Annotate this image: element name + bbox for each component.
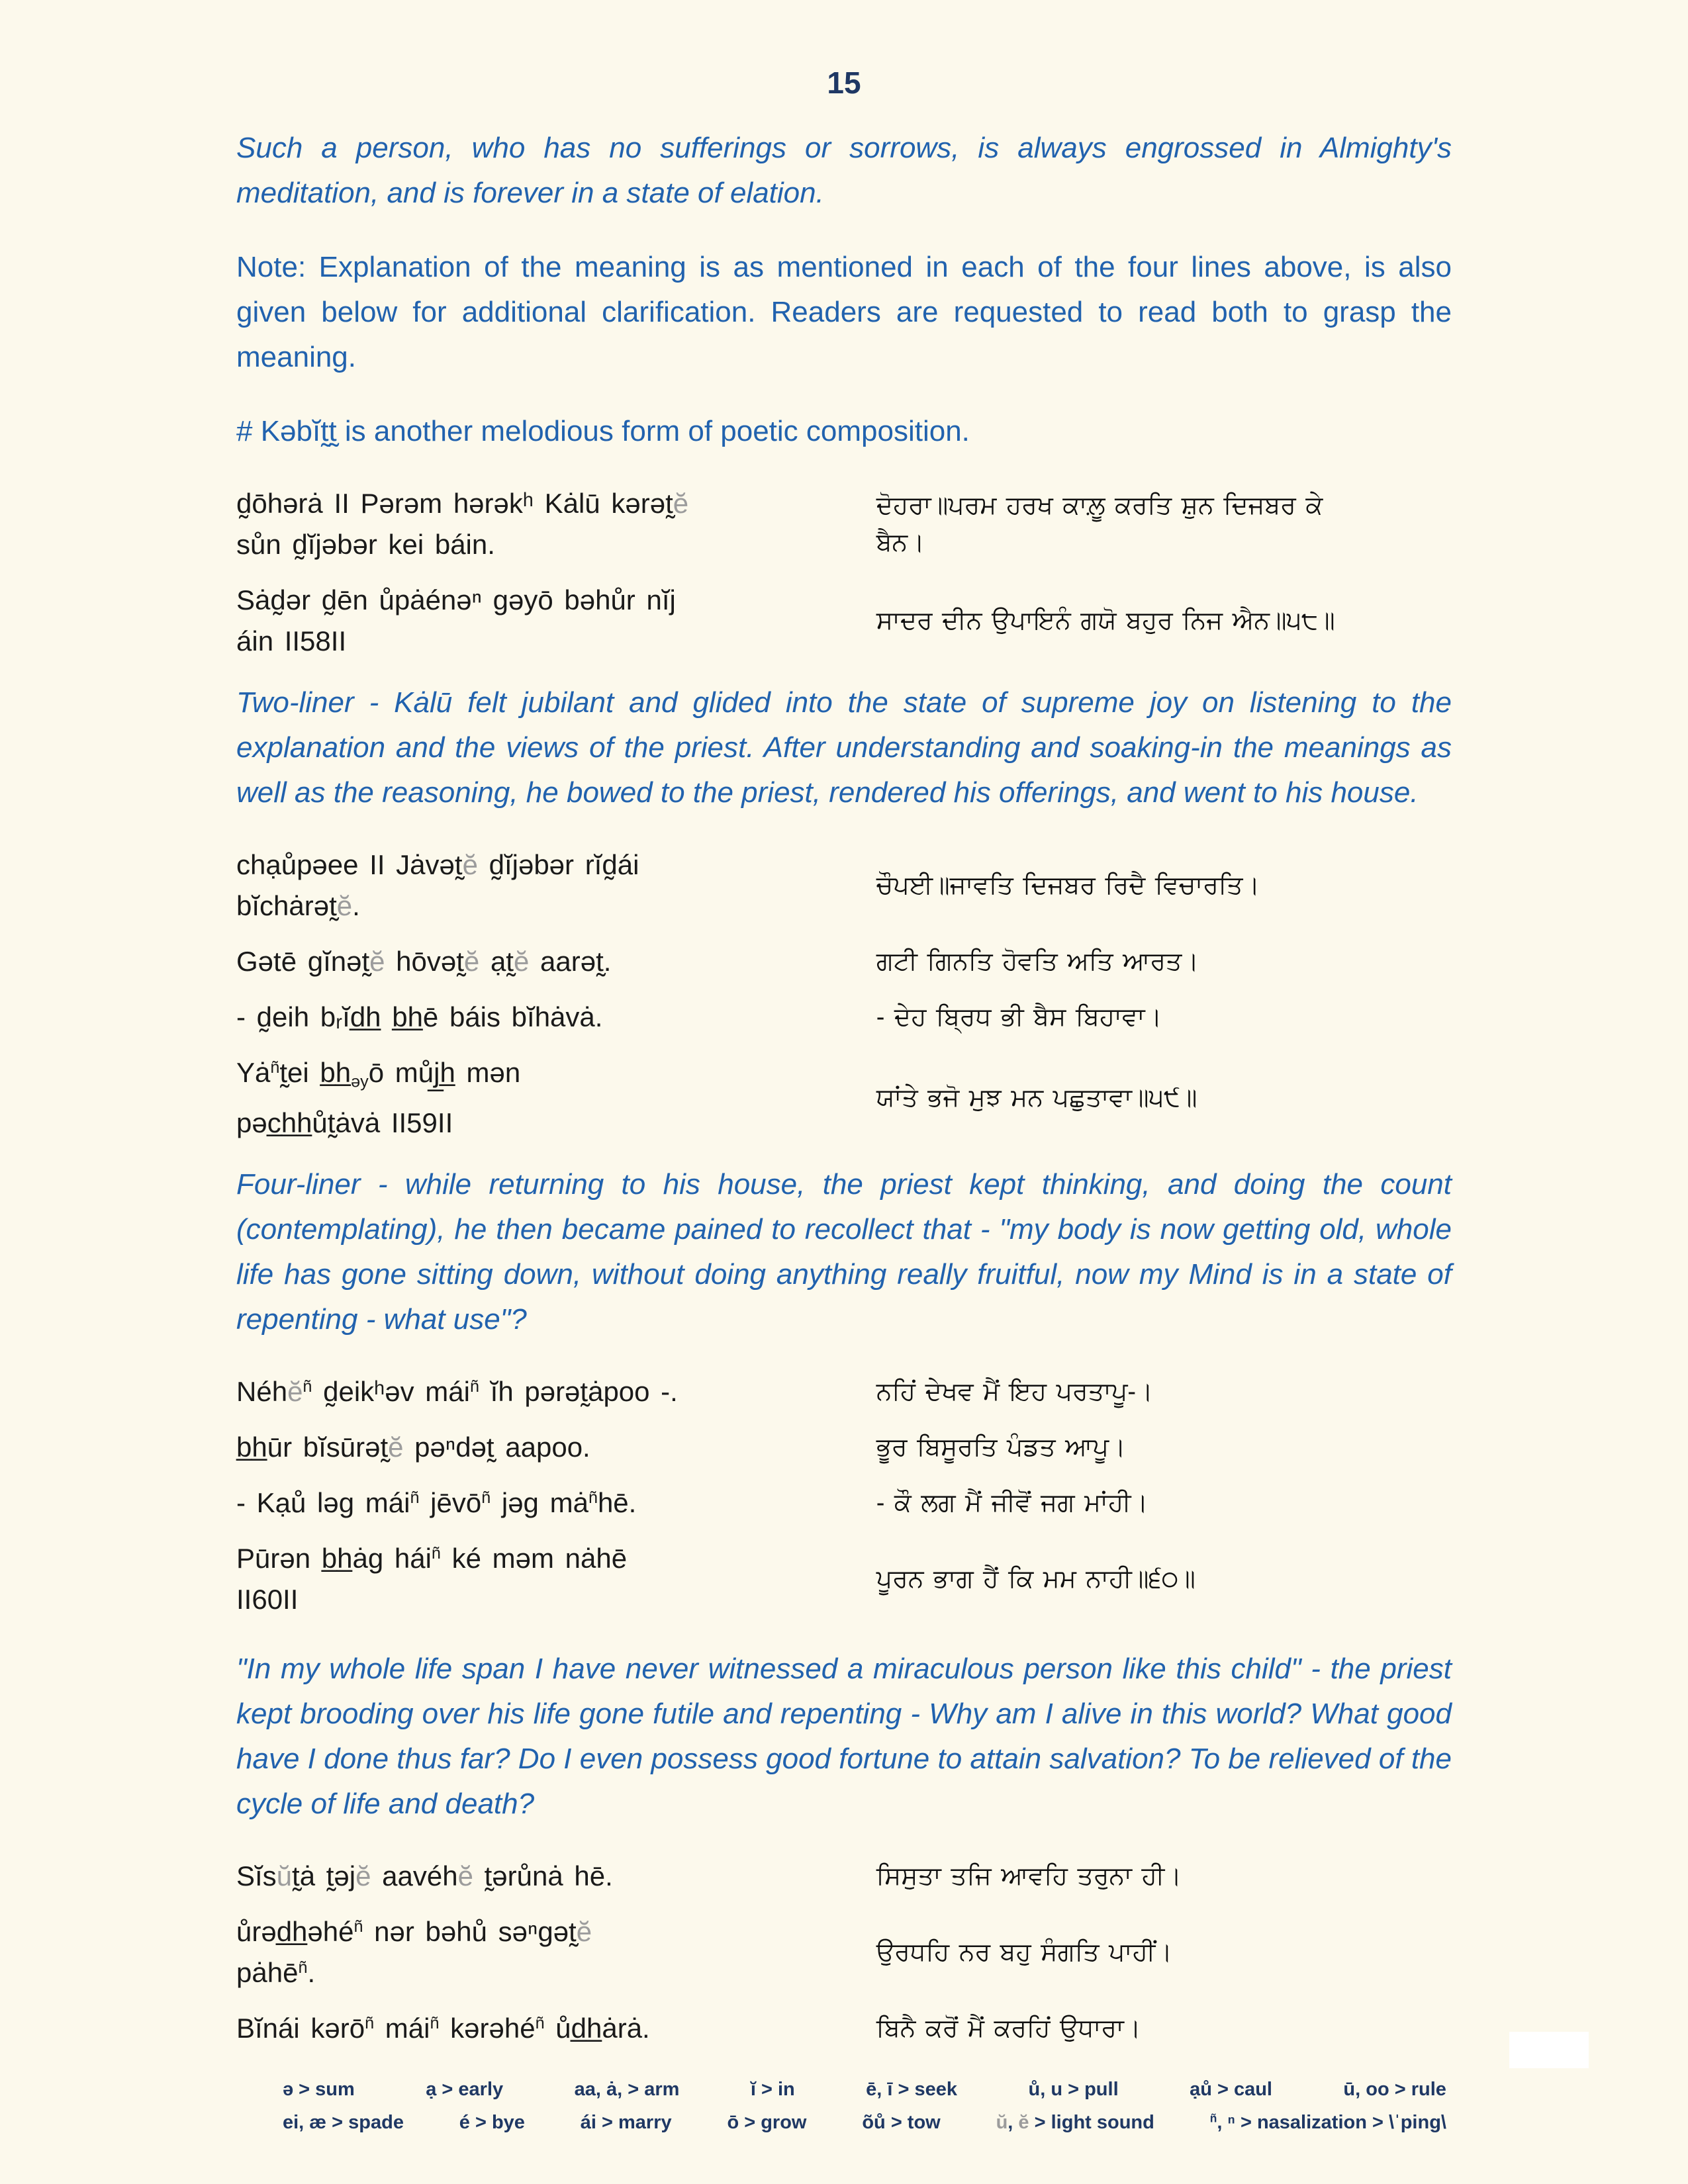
gurmukhi-cell [868,580,1452,662]
transliteration-cell [236,997,868,1038]
verse-row [236,2008,1452,2049]
gurmukhi-line: ਚੌਪਈ॥ਜਾਵਤਿ ਦਿਜਬਰ ਰਿਦੈ ਵਿਚਾਰਤਿ। [876,872,1260,899]
gurmukhi-line: ਸਿਸੁਤਾ ਤਜਿ ਆਵਹਿ ਤਰੁਨਾ ਹੀ। [876,1862,1182,1890]
legend-row-1 [283,2078,1446,2101]
transliteration-line: Sȧd̰ər d̰ēn ůpȧénəⁿ gəyō bəhůr nĭj [236,584,676,615]
gurmukhi-line: ਨਹਿਂ ਦੇਖਵ ਮੈਂ ਇਹ ਪਰਤਾਪੂ-। [876,1377,1153,1406]
gurmukhi-cell [868,1911,1452,1993]
verse-row [236,1482,1452,1524]
legend-item: ů, u > pull [1028,2078,1119,2100]
transliteration-cell [236,844,868,927]
verse-block-dohera-58 [236,483,1452,662]
verse-block-60 [236,1371,1452,1620]
transliteration-cell [236,941,868,982]
legend-item: ĭ > in [750,2078,795,2100]
gurmukhi-cell [868,1856,1452,1897]
legend-item: ạ > early [426,2078,504,2100]
verse-row [236,1371,1452,1412]
verse-row [236,1538,1452,1620]
legend-item: ō > grow [727,2111,807,2133]
verse-row [236,580,1452,662]
legend-row-2 [283,2111,1446,2134]
gurmukhi-line: ਬੈਨ। [876,529,925,557]
transliteration-line: - d̰eih bᵣĭd̲h̲ b̲h̲ē báis bĭhȧvȧ. [236,1001,603,1032]
transliteration-cell [236,1911,868,1993]
verse-block-chaupaee-59 [236,844,1452,1144]
verse-row [236,1911,1452,1993]
page-number: 15 [827,66,861,100]
transliteration-line: Néhĕ$^{ñ}$ d̰eikʰəv mái$^{ñ}$ ĭh pərət̰ȧpoo -. [236,1375,678,1407]
transliteration-line: b̲h̲ūr bĭsūrət̰ĕ pəⁿdət̰ aapoo. [236,1431,590,1463]
legend-item: õů > tow [862,2111,941,2133]
gurmukhi-cell [868,1052,1452,1144]
gurmukhi-line: - ਕੌ ਲਗ ਮੈਂ ਜੀਵੋਂ ਜਗ ਮਾਂਹੀ। [876,1488,1149,1517]
gurmukhi-line: ਪੂਰਨ ਭਾਗ ਹੈਂ ਕਿ ਮਮ ਨਾਹੀ॥੬੦॥ [876,1565,1196,1593]
four-liner-translation: Four-liner - while returning to his house, the priest kept thinking, and doing the count (contemplating), he then became pained to recollect that - "my body is now getting old, whole life has gone sitting down, without doing anything really fruitful, now my Mind is in a state of repenting - what use"? [236,1167,1452,1336]
transliteration-line: sůn d̰ĭjəbər kei báin. [236,529,495,560]
transliteration-line: - Kạů ləg mái$^{ñ}$ jēvō$^{ñ}$ jəg $mȧ^{ñ}hē$. [236,1486,637,1518]
legend-item: aa, ȧ, > arm [574,2078,680,2100]
gurmukhi-cell [868,1482,1452,1524]
gurmukhi-line: ਸਾਦਰ ਦੀਨ ਉਪਾਇਨੰ ਗਯੋ ਬਹੁਰ ਨਿਜ ਐਨ॥੫੮॥ [876,607,1335,635]
gurmukhi-cell [868,1371,1452,1412]
quote-translation: "In my whole life span I have never witnessed a miraculous person like this child" - the priest kept brooding over his life gone futile and repenting - Why am I alive in this world? What good have I done thus far? Do I even possess good fortune to attain salvation? To be relieved of the cycle of life and death? [236,1652,1452,1820]
transliteration-cell [236,1371,868,1412]
gurmukhi-line: ਭੂਰ ਬਿਸੂਰਤਿ ਪੰਡਤ ਆਪੂ। [876,1433,1126,1461]
verse-block-61 [236,1856,1452,2049]
transliteration-line: bĭchȧrət̰ĕ. [236,890,360,921]
transliteration-line: Sĭsŭt̰ȧ t̰əjĕ aavéhĕ t̰ərůnȧ hē. [236,1860,613,1891]
correction-patch [1509,2032,1589,2068]
transliteration-cell [236,1856,868,1897]
pronunciation-legend [236,2078,1452,2134]
verse-row [236,997,1452,1038]
gurmukhi-line: ਯਾਂਤੇ ਭਜੋ ਮੁਝ ਮਨ ਪਛੁਤਾਵਾ॥੫੯॥ [876,1083,1197,1112]
transliteration-line: Gətē gĭnət̰ĕ hōvət̰ĕ ạt̰ĕ aarət̰. [236,946,612,977]
transliteration-line: pȧhē$^{ñ}$. [236,1956,316,1988]
gurmukhi-line: ਉਰਧਹਿ ਨਰ ਬਹੁ ਸੰਗਤਿ ਪਾਹੀਂ। [876,1938,1172,1966]
verse-row [236,844,1452,927]
gurmukhi-cell [868,844,1452,927]
verse-row [236,1427,1452,1468]
transliteration-cell [236,1427,868,1468]
verse-row [236,1856,1452,1897]
legend-item: ə > sum [283,2078,355,2100]
transliteration-line: Pūrən b̲h̲ȧg hái$^{ñ}$ ké məm nȧhē [236,1542,628,1574]
gurmukhi-cell [868,483,1452,565]
legend-item: ạů > caul [1190,2078,1272,2100]
verse-row [236,1052,1452,1144]
note-paragraph: Note: Explanation of the meaning is as mentioned in each of the four lines above, is also given below for additional clarification. Readers are requested to read both to grasp the meaning. [236,251,1452,373]
transliteration-cell [236,580,868,662]
transliteration-cell [236,483,868,565]
gurmukhi-line: ਬਿਨੈ ਕਰੋਂ ਮੈਂ ਕਰਹਿਂ ਉਧਾਰਾ। [876,2014,1141,2042]
transliteration-line: pəc̲h̲h̲ůt̰ȧvȧ II59II [236,1107,453,1138]
transliteration-line: ůrəd̲h̲əhé$^{ñ}$ nər bəhů səⁿgət̰ĕ [236,1915,592,1947]
transliteration-line: $Yȧ^{ñ}t̰ei$ $b̲h̲_{əy}ō$ můj̲h̲ mən [236,1057,521,1091]
transliteration-cell [236,1482,868,1524]
gurmukhi-cell [868,1538,1452,1620]
transliteration-cell [236,2008,868,2049]
legend-item: é > bye [459,2111,525,2133]
gurmukhi-cell [868,2008,1452,2049]
legend-item: ŭ, ĕ > light sound [996,2111,1154,2133]
legend-item: $^{ñ}$, ⁿ > nasalization > \ˈping\ [1209,2111,1446,2133]
legend-item: ē, ī > seek [866,2078,958,2100]
legend-item: ū, oo > rule [1343,2078,1446,2100]
transliteration-line: II60II [236,1583,299,1615]
gurmukhi-line: ਦੋਹਰਾ॥ਪਰਮ ਹਰਖ ਕਾਲ਼ੂ ਕਰਤਿ ਸ਼ੁਨ ਦਿਜਬਰ ਕੇ [876,492,1323,520]
transliteration-line: áin II58II [236,625,347,657]
two-liner-translation: Two-liner - Kȧlū felt jubilant and glided into the state of supreme joy on listening to the explanation and the views of the priest. After understanding and soaking-in the meanings as well as the reasoning, he bowed to the priest, rendered his offerings, and went to his house. [236,686,1452,809]
legend-item: ái > marry [580,2111,672,2133]
transliteration-cell [236,1052,868,1144]
transliteration-line: chạůpəee II Jȧvət̰ĕ d̰ĭjəbər rĭd̰ái [236,849,639,880]
legend-item: ei, æ > spade [283,2111,404,2133]
transliteration-line: Bĭnái kərō$^{ñ}$ mái$^{ñ}$ kərəhé$^{ñ}$ ůd̲h̲ȧrȧ. [236,2012,650,2044]
gurmukhi-line: - ਦੇਹ ਬ੍ਰਿਧ ਭੀ ਬੈਸ ਬਿਹਾਵਾ। [876,1003,1162,1031]
verse-row [236,941,1452,982]
intro-paragraph: Such a person, who has no sufferings or sorrows, is always engrossed in Almighty's meditation, and is forever in a state of elation. [236,132,1452,209]
gurmukhi-cell [868,1427,1452,1468]
gurmukhi-cell [868,941,1452,982]
gurmukhi-line: ਗਟੀ ਗਿਨਤਿ ਹੋਵਤਿ ਅਤਿ ਆਰਤ। [876,948,1199,976]
gurmukhi-cell [868,997,1452,1038]
transliteration-line: d̰ōhərȧ II Pərəm hərəkʰ Kȧlū kərət̰ĕ [236,488,689,519]
transliteration-cell [236,1538,868,1620]
kabitt-paragraph: # Kəbĭt̰t̰ is another melodious form of poetic composition. [236,415,970,447]
verse-row [236,483,1452,565]
